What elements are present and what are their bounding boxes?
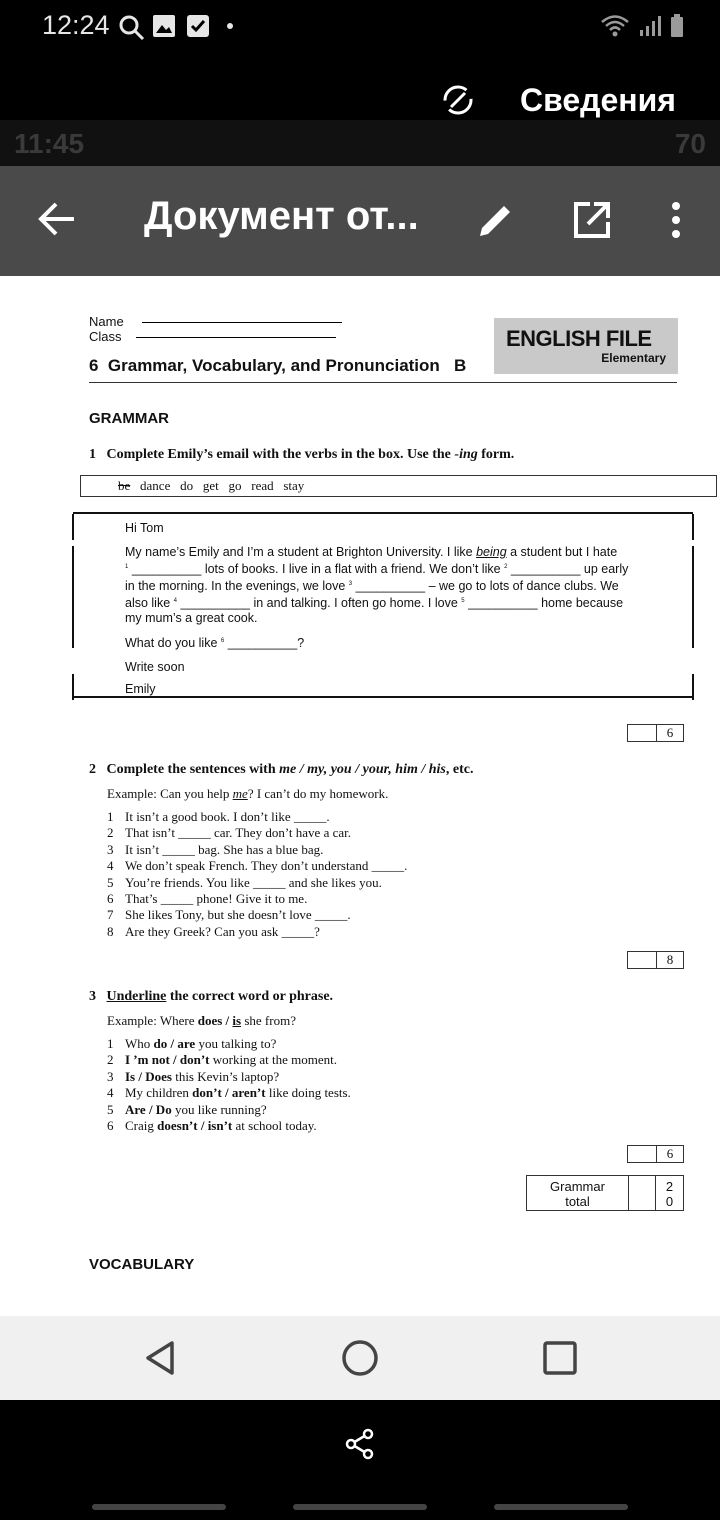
example-text: Example: Can you help [107, 786, 233, 801]
gap-number: 3 [348, 581, 353, 588]
list-item [107, 1118, 351, 1134]
item-number: 6 [107, 891, 114, 907]
gap-number: 2 [504, 564, 508, 570]
item-text: You’re friends. You like _____ and she likes you. [125, 874, 382, 890]
open-external-icon[interactable] [572, 200, 612, 240]
list-item [107, 1069, 351, 1085]
item-options: Are / Do [125, 1101, 172, 1117]
q1-text-end: form. [477, 447, 515, 462]
q2-text-end: , etc. [445, 762, 474, 777]
email-text: __________ in and talking. I often go home. I love [180, 596, 458, 611]
english-file-logo [494, 318, 678, 374]
item-text: like doing tests. [265, 1085, 351, 1101]
page-indicator [92, 1504, 226, 1510]
item-text: this Kevin’s laptop? [171, 1068, 280, 1084]
email-text: __________ home because [468, 596, 624, 611]
example-text: ? I can’t do my homework. [247, 786, 389, 801]
item-number: 4 [107, 1085, 114, 1101]
list-item [107, 1085, 351, 1101]
q2-instruction [89, 762, 473, 778]
list-item [107, 1036, 351, 1052]
email-signature: Emily [125, 681, 156, 696]
page-indicator [293, 1504, 427, 1510]
document-title: Документ от... [144, 194, 419, 238]
list-item [107, 825, 407, 841]
email-text: What do you like [125, 636, 218, 651]
heading-divider [89, 382, 677, 383]
example-slash: / [222, 1013, 233, 1028]
logo-subtitle: Elementary [601, 351, 666, 365]
item-number: 3 [107, 1068, 114, 1084]
item-text: you talking to? [195, 1036, 277, 1051]
list-item [107, 1102, 351, 1118]
q1-score: 6 [666, 725, 674, 740]
worksheet-heading: 6 Grammar, Vocabulary, and Pronunciation B [89, 356, 467, 375]
class-line [136, 337, 336, 338]
item-number: 3 [107, 841, 114, 857]
email-text: __________ up early [510, 562, 629, 577]
word-be: be [118, 478, 131, 493]
q1-number: 1 [89, 447, 96, 462]
more-options-icon[interactable] [666, 200, 686, 240]
item-text: My children [125, 1085, 193, 1101]
email-text: in the morning. In the evenings, we love [125, 579, 346, 594]
item-text: It isn’t a good book. I don’t like _____. [125, 809, 330, 824]
q1-text-em: -ing [454, 447, 478, 462]
word-get: get [202, 478, 219, 493]
email-example-word: being [476, 545, 507, 559]
total-digit: 0 [665, 1194, 674, 1209]
word-stay: stay [283, 478, 305, 493]
item-text: at school today. [232, 1118, 317, 1134]
system-nav-bar [0, 1316, 720, 1400]
q3-text: the correct word or phrase. [166, 989, 334, 1004]
total-label-line: Grammar [550, 1179, 605, 1194]
q3-example [107, 1013, 296, 1029]
captured-battery: 70 [674, 128, 706, 159]
word-read: read [251, 478, 274, 493]
page-indicator [494, 1504, 628, 1510]
item-text: That isn’t _____ car. They don’t have a car. [125, 825, 351, 841]
email-text: my mum’s a great cook. [125, 611, 258, 626]
edit-pencil-icon[interactable] [476, 200, 516, 240]
item-options: don’t / aren’t [192, 1085, 266, 1101]
word-do: do [180, 478, 194, 493]
share-icon[interactable] [344, 1428, 376, 1460]
item-options: doesn’t / isn’t [157, 1118, 233, 1134]
item-text: working at the moment. [209, 1052, 337, 1068]
example-text: she from? [241, 1013, 296, 1028]
q1-score-box [627, 724, 684, 742]
nav-recents-icon[interactable] [542, 1340, 578, 1376]
item-options: Is / Does [125, 1068, 172, 1084]
vocabulary-title: VOCABULARY [89, 1256, 195, 1273]
email-paragraph-1 [125, 545, 665, 626]
captured-time: 11:45 [14, 128, 85, 159]
total-label-line: total [565, 1194, 590, 1209]
nav-back-icon[interactable] [142, 1340, 178, 1376]
gap-number: 4 [173, 598, 177, 605]
status-time: 12:24 [42, 10, 110, 40]
item-number: 1 [107, 1036, 114, 1051]
list-item [107, 842, 407, 858]
email-text: a student but I hate [506, 545, 618, 559]
list-item [107, 858, 407, 874]
info-button[interactable]: Сведения [520, 82, 676, 118]
example-answer: is [232, 1013, 242, 1028]
q3-score: 6 [666, 1146, 674, 1161]
item-number: 8 [107, 923, 114, 939]
example-answer: me [232, 786, 248, 801]
signal-icon [638, 14, 662, 38]
list-item [107, 809, 407, 825]
item-number: 5 [107, 1101, 114, 1117]
q2-text-em: me / my, you / your, him / his [279, 762, 446, 777]
class-field-row [89, 329, 336, 344]
q3-number: 3 [89, 989, 96, 1004]
name-field-row [89, 314, 342, 329]
app-bar [0, 166, 720, 276]
item-text: We don’t speak French. They don’t understand _____. [125, 858, 408, 874]
example-text: Example: Where [107, 1013, 198, 1028]
q2-example [107, 786, 388, 802]
q2-score-box [627, 951, 684, 969]
name-line [142, 322, 342, 323]
captured-status-bar [0, 120, 720, 166]
email-signoff: Write soon [125, 659, 185, 674]
search-icon [118, 14, 146, 42]
q3-score-box [627, 1145, 684, 1163]
item-text: Are they Greek? Can you ask _____? [125, 923, 320, 939]
list-item [107, 1052, 351, 1068]
word-go: go [228, 478, 242, 493]
list-item [107, 875, 407, 891]
grammar-title: GRAMMAR [89, 410, 169, 427]
image-icon [152, 14, 176, 38]
item-number: 2 [107, 1052, 114, 1068]
rotate-sync-icon[interactable] [440, 82, 476, 118]
q1-text: Complete Emily’s email with the verbs in the box. Use the [106, 447, 455, 462]
name-label: Name [89, 314, 124, 329]
document-page[interactable] [0, 276, 720, 1316]
q2-list [107, 809, 407, 940]
q2-number: 2 [89, 762, 96, 777]
email-paragraph-2 [125, 634, 665, 651]
email-text: __________ – we go to lots of dance clubs. We [355, 579, 619, 594]
q3-instruction [89, 989, 333, 1005]
example-option: does [197, 1013, 223, 1028]
status-bar [0, 0, 720, 56]
checkbox-notification-icon [186, 14, 210, 38]
q2-score: 8 [666, 952, 674, 967]
logo-title: ENGLISH FILE [506, 326, 652, 351]
list-item [107, 924, 407, 940]
grammar-total-value [656, 1176, 683, 1210]
q3-underline-word: Underline [106, 989, 167, 1004]
email-content [125, 521, 665, 697]
total-digit: 2 [665, 1179, 674, 1194]
gap-number: 1 [125, 564, 129, 570]
q1-instruction [89, 447, 514, 463]
item-options: I ’m not / don’t [125, 1052, 210, 1068]
list-item [107, 907, 407, 923]
item-options: do / are [153, 1036, 196, 1051]
item-number: 2 [107, 825, 114, 841]
list-item [107, 891, 407, 907]
wifi-icon [600, 14, 630, 38]
email-text: My name’s Emily and I’m a student at Brighton University. I like [125, 545, 477, 559]
item-number: 6 [107, 1118, 114, 1134]
q2-text: Complete the sentences with [106, 762, 280, 777]
class-label: Class [89, 329, 122, 344]
gap-number: 6 [220, 638, 225, 645]
item-text: That’s _____ phone! Give it to me. [125, 891, 308, 907]
item-text: you like running? [171, 1101, 267, 1117]
item-number: 7 [107, 907, 114, 923]
grammar-total-box [526, 1175, 684, 1211]
email-text: __________ lots of books. I live in a flat with a friend. We don’t like [131, 562, 501, 577]
nav-home-icon[interactable] [340, 1338, 380, 1378]
item-number: 1 [107, 809, 114, 824]
item-text: It isn’t _____ bag. She has a blue bag. [125, 841, 324, 857]
item-number: 5 [107, 874, 114, 890]
dot-icon [226, 22, 234, 30]
gap-number: 5 [461, 598, 465, 605]
q3-list [107, 1036, 351, 1134]
item-text: Who [125, 1036, 154, 1051]
word-dance: dance [140, 478, 171, 493]
email-greeting: Hi Tom [125, 521, 164, 535]
battery-icon [670, 14, 684, 38]
grammar-total-label [527, 1176, 629, 1210]
item-number: 4 [107, 858, 114, 874]
email-text: __________? [227, 636, 305, 651]
total-blank-cell [629, 1176, 656, 1210]
verb-word-box [80, 475, 717, 497]
item-text: She likes Tony, but she doesn’t love _____. [125, 907, 351, 923]
share-bar [0, 1400, 720, 1520]
back-arrow-icon[interactable] [36, 198, 78, 240]
email-text: also like [125, 596, 171, 611]
item-text: Craig [125, 1118, 158, 1134]
